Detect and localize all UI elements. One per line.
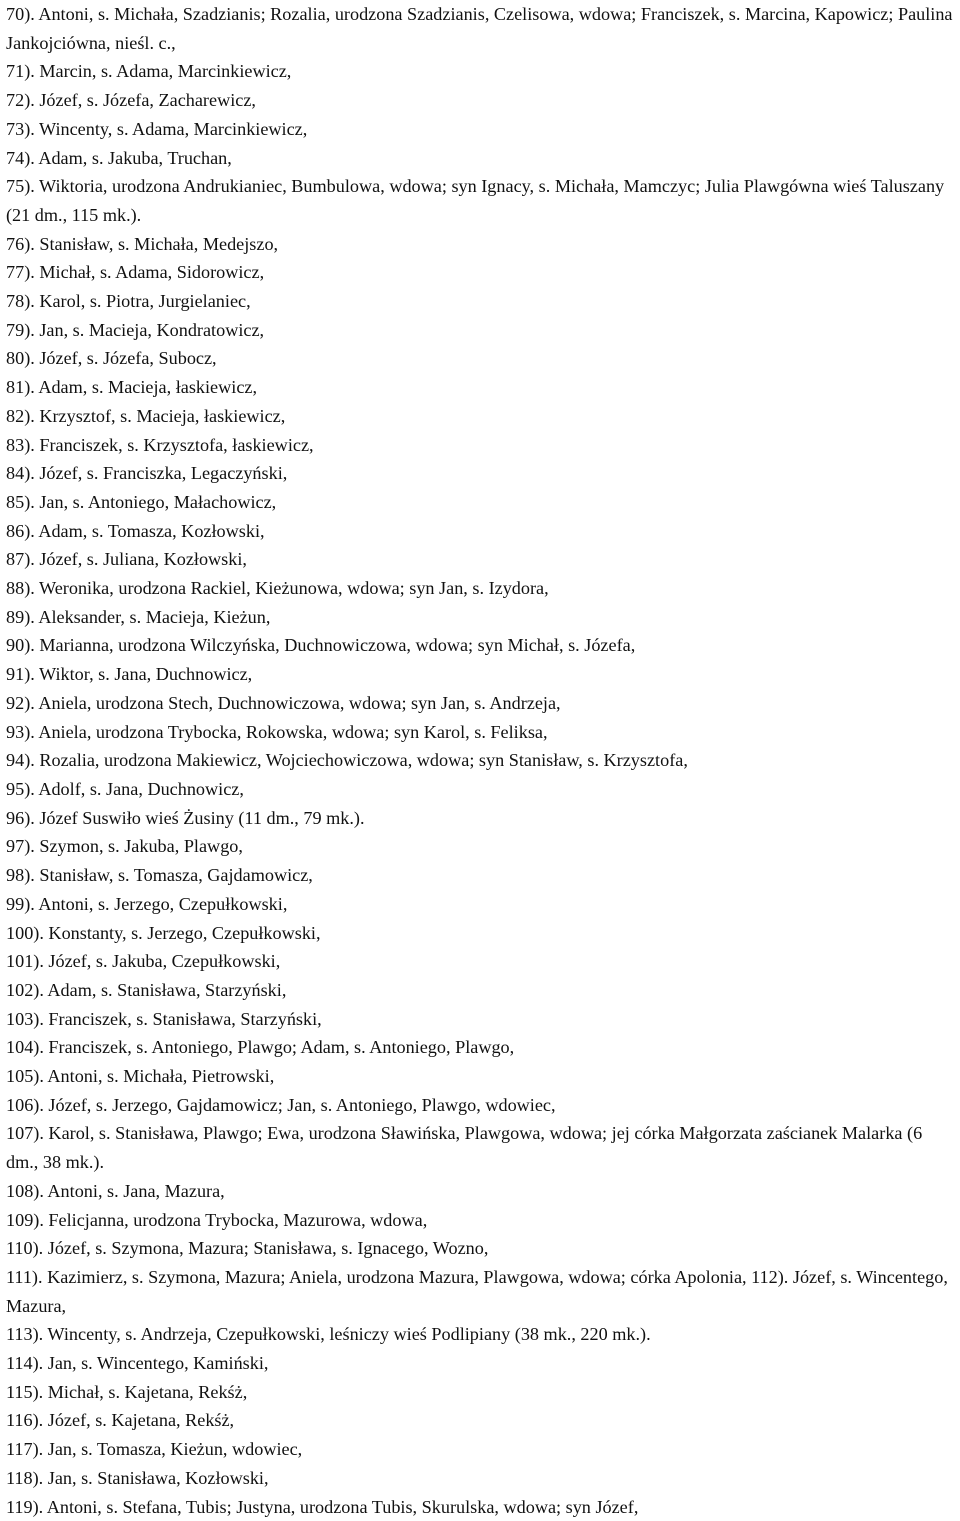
list-entry: 102). Adam, s. Stanisława, Starzyński,	[6, 979, 287, 1000]
list-entry: 104). Franciszek, s. Antoniego, Plawgo; Adam, s. Antoniego, Plawgo,	[6, 1037, 515, 1058]
list-entry: 87). Józef, s. Juliana, Kozłowski,	[6, 549, 247, 570]
list-entry: 74). Adam, s. Jakuba, Truchan,	[6, 147, 232, 168]
list-entry: 94). Rozalia, urodzona Makiewicz, Wojciechowiczowa, wdowa; syn Stanisław, s. Krzysztofa,	[6, 750, 688, 771]
list-entry: 77). Michał, s. Adama, Sidorowicz,	[6, 262, 265, 283]
list-entry: 107). Karol, s. Stanisława, Plawgo; Ewa, urodzona Sławińska, Plawgowa, wdowa; jej córka Małgorzata zaścianek Malarka (6 dm., 38 mk.).	[6, 1123, 923, 1173]
list-entry: 93). Aniela, urodzona Trybocka, Rokowska, wdowa; syn Karol, s. Feliksa,	[6, 721, 548, 742]
list-entry: 98). Stanisław, s. Tomasza, Gajdamowicz,	[6, 865, 313, 886]
list-entry: 92). Aniela, urodzona Stech, Duchnowiczowa, wdowa; syn Jan, s. Andrzeja,	[6, 692, 561, 713]
list-entry: 110). Józef, s. Szymona, Mazura; Stanisława, s. Ignacego, Wozno,	[6, 1238, 489, 1259]
list-entry: 89). Aleksander, s. Macieja, Kieżun,	[6, 606, 271, 627]
list-entry: 83). Franciszek, s. Krzysztofa, łaskiewicz,	[6, 434, 314, 455]
list-entry: 71). Marcin, s. Adama, Marcinkiewicz,	[6, 61, 292, 82]
list-entry: 108). Antoni, s. Jana, Mazura,	[6, 1180, 225, 1201]
list-entry: 113). Wincenty, s. Andrzeja, Czepułkowski, leśniczy wieś Podlipiany (38 mk., 220 mk.).	[6, 1324, 651, 1345]
list-entry: 100). Konstanty, s. Jerzego, Czepułkowski,	[6, 922, 321, 943]
list-entry: 72). Józef, s. Józefa, Zacharewicz,	[6, 90, 256, 111]
list-entry: 84). Józef, s. Franciszka, Legaczyński,	[6, 463, 288, 484]
document-text	[6, 0, 954, 1521]
list-entry: 101). Józef, s. Jakuba, Czepułkowski,	[6, 951, 281, 972]
list-entry: 76). Stanisław, s. Michała, Medejszo,	[6, 233, 279, 254]
list-entry: 90). Marianna, urodzona Wilczyńska, Duchnowiczowa, wdowa; syn Michał, s. Józefa,	[6, 635, 636, 656]
list-entry: 91). Wiktor, s. Jana, Duchnowicz,	[6, 664, 253, 685]
list-entry: 105). Antoni, s. Michała, Pietrowski,	[6, 1066, 275, 1087]
list-entry: 109). Felicjanna, urodzona Trybocka, Mazurowa, wdowa,	[6, 1209, 428, 1230]
list-entry: 80). Józef, s. Józefa, Subocz,	[6, 348, 217, 369]
list-entry: 116). Józef, s. Kajetana, Rekśż,	[6, 1410, 235, 1431]
list-entry: 117). Jan, s. Tomasza, Kieżun, wdowiec,	[6, 1439, 303, 1460]
list-entry: 86). Adam, s. Tomasza, Kozłowski,	[6, 520, 265, 541]
list-entry: 115). Michał, s. Kajetana, Rekśż,	[6, 1381, 248, 1402]
list-entry: 82). Krzysztof, s. Macieja, łaskiewicz,	[6, 405, 286, 426]
list-entry: 103). Franciszek, s. Stanisława, Starzyński,	[6, 1008, 322, 1029]
list-entry: 81). Adam, s. Macieja, łaskiewicz,	[6, 377, 258, 398]
list-entry: 99). Antoni, s. Jerzego, Czepułkowski,	[6, 893, 288, 914]
list-entry: 88). Weronika, urodzona Rackiel, Kieżunowa, wdowa; syn Jan, s. Izydora,	[6, 578, 549, 599]
list-entry: 95). Adolf, s. Jana, Duchnowicz,	[6, 778, 244, 799]
list-entry: 79). Jan, s. Macieja, Kondratowicz,	[6, 319, 265, 340]
list-entry: 119). Antoni, s. Stefana, Tubis; Justyna, urodzona Tubis, Skurulska, wdowa; syn Józef,	[6, 1496, 639, 1517]
list-entry: 75). Wiktoria, urodzona Andrukianiec, Bumbulowa, wdowa; syn Ignacy, s. Michała, Mamczyc; Julia Plawgówna wieś Taluszany (21 dm., 115 mk.).	[6, 176, 945, 225]
list-entry: 111). Kazimierz, s. Szymona, Mazura; Aniela, urodzona Mazura, Plawgowa, wdowa; córka Apolonia, 112). Józef, s. Wincentego, Mazura,	[6, 1266, 948, 1316]
list-entry: 97). Szymon, s. Jakuba, Plawgo,	[6, 836, 243, 857]
list-entry: 85). Jan, s. Antoniego, Małachowicz,	[6, 491, 277, 512]
list-entry: 70). Antoni, s. Michała, Szadzianis; Rozalia, urodzona Szadzianis, Czelisowa, wdowa; Franciszek, s. Marcina, Kapowicz; Paulina Jankojciówna, nieśl. c.,	[6, 4, 953, 53]
list-entry: 106). Józef, s. Jerzego, Gajdamowicz; Jan, s. Antoniego, Plawgo, wdowiec,	[6, 1094, 556, 1115]
list-entry: 73). Wincenty, s. Adama, Marcinkiewicz,	[6, 118, 308, 139]
list-entry: 96). Józef Suswiło wieś Żusiny (11 dm., 79 mk.).	[6, 807, 365, 828]
list-entry: 78). Karol, s. Piotra, Jurgielaniec,	[6, 291, 251, 312]
list-entry: 114). Jan, s. Wincentego, Kamiński,	[6, 1353, 269, 1374]
list-entry: 118). Jan, s. Stanisława, Kozłowski,	[6, 1467, 269, 1488]
